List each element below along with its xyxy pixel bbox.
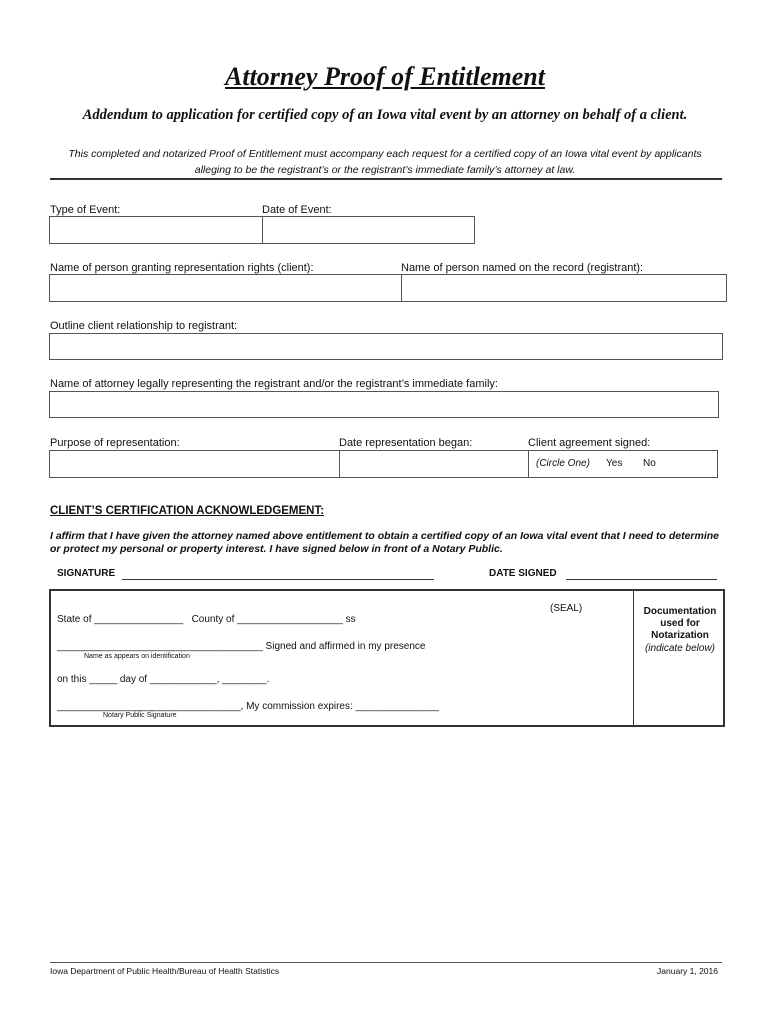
signature-line[interactable]: [122, 579, 434, 580]
header-divider: [50, 178, 722, 180]
date-of-event-field[interactable]: [262, 216, 475, 244]
client-name-label: Name of person granting representation rights (client):: [50, 262, 314, 274]
seal-label: (SEAL): [550, 603, 583, 614]
agreement-signed-label: Client agreement signed:: [528, 437, 651, 449]
date-of-event-label: Date of Event:: [262, 204, 332, 216]
signed-affirmed-line[interactable]: _____________________________________ Signed and affirmed in my presence: [57, 641, 426, 652]
state-county-line[interactable]: State of ________________ County of ___________________ ss: [57, 614, 356, 625]
attorney-name-field[interactable]: [49, 391, 719, 418]
type-of-event-field[interactable]: [49, 216, 263, 244]
intro-text: This completed and notarized Proof of Entitlement must accompany each request for a certified copy of an Iowa vital event by applicants alleging to be the registrant’s or the registrant’s immediate family’s attorney at law.: [68, 148, 702, 176]
date-line[interactable]: on this _____ day of ____________, ________.: [57, 674, 270, 685]
page-title: Attorney Proof of Entitlement: [225, 62, 545, 91]
date-signed-line[interactable]: [566, 579, 717, 580]
signature-label: SIGNATURE: [57, 568, 116, 579]
footer-divider: [50, 962, 722, 963]
name-caption: Name as appears on identification: [84, 653, 190, 660]
circle-one-label: (Circle One): [536, 458, 590, 469]
affirmation-text: I affirm that I have given the attorney named above entitlement to obtain a certified copy of an Iowa vital event that I need to determine or protect my personal or property interest. I have signed below in front of a Notary Public.: [50, 530, 720, 555]
registrant-name-label: Name of person named on the record (registrant):: [401, 262, 644, 274]
relationship-label: Outline client relationship to registrant:: [50, 320, 238, 332]
relationship-field[interactable]: [49, 333, 723, 360]
footer-agency: Iowa Department of Public Health/Bureau of Health Statistics: [50, 966, 280, 976]
attorney-name-label: Name of attorney legally representing the registrant and/or the registrant’s immediate family:: [50, 378, 498, 390]
date-signed-label: DATE SIGNED: [489, 568, 557, 579]
no-option[interactable]: No: [643, 458, 656, 469]
certification-heading: CLIENT’S CERTIFICATION ACKNOWLEDGEMENT:: [50, 505, 325, 517]
notary-divider: [633, 589, 634, 727]
type-of-event-label: Type of Event:: [50, 204, 121, 216]
yes-option[interactable]: Yes: [606, 458, 623, 469]
page-subtitle: Addendum to application for certified copy of an Iowa vital event by an attorney on behalf of a client.: [82, 107, 688, 123]
purpose-label: Purpose of representation:: [50, 437, 180, 449]
documentation-heading: Documentation used for Notarization: [643, 606, 717, 641]
client-name-field[interactable]: [49, 274, 402, 302]
commission-line[interactable]: _________________________________, My commission expires: _______________: [57, 701, 439, 712]
registrant-name-field[interactable]: [401, 274, 727, 302]
documentation-subheading: (indicate below): [644, 643, 716, 654]
purpose-field[interactable]: [49, 450, 340, 478]
notary-caption: Notary Public Signature: [103, 712, 177, 719]
date-began-field[interactable]: [339, 450, 529, 478]
date-began-label: Date representation began:: [339, 437, 473, 449]
footer-date: January 1, 2016: [657, 966, 718, 976]
